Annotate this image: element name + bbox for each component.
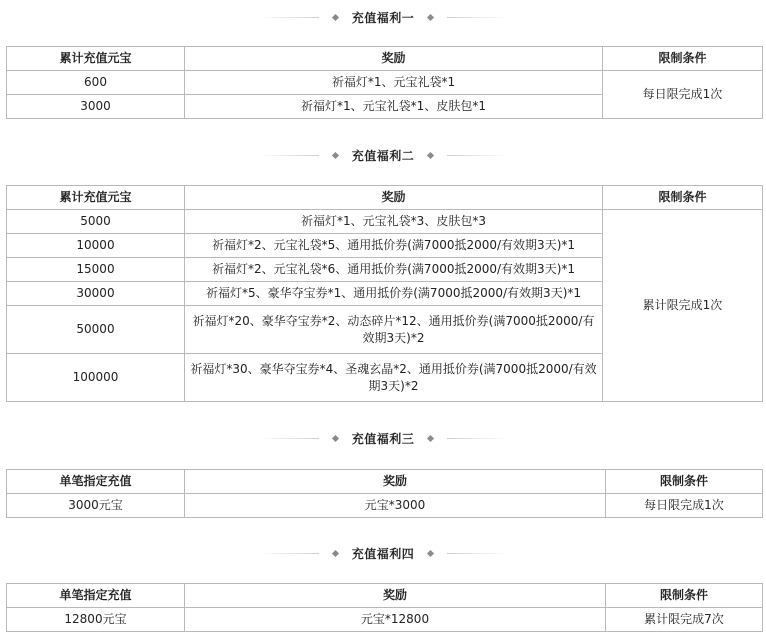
- amount-cell: 3000元宝: [7, 494, 185, 518]
- diamond-icon: [427, 13, 434, 20]
- benefit-table-4: [6, 583, 763, 632]
- column-header: 奖励: [185, 470, 606, 494]
- section-title-3: [0, 428, 766, 448]
- section-heading: 充值福利三: [351, 431, 415, 446]
- reward-cell: 祈福灯*1、元宝礼袋*1: [185, 71, 603, 95]
- limit-cell: 累计限完成7次: [606, 608, 763, 632]
- diamond-icon: [427, 434, 434, 441]
- divider-line: [447, 17, 507, 18]
- column-header: 单笔指定充值: [7, 584, 185, 608]
- section-heading: 充值福利一: [351, 10, 415, 25]
- amount-cell: 10000: [7, 234, 185, 258]
- diamond-icon: [427, 549, 434, 556]
- reward-cell: 祈福灯*2、元宝礼袋*6、通用抵价券(满7000抵2000/有效期3天)*1: [185, 258, 603, 282]
- amount-cell: 600: [7, 71, 185, 95]
- divider-line: [447, 155, 507, 156]
- amount-cell: 30000: [7, 282, 185, 306]
- limit-cell: 累计限完成1次: [603, 210, 763, 402]
- divider-line: [259, 155, 319, 156]
- limit-cell: 每日限完成1次: [606, 494, 763, 518]
- column-header: 单笔指定充值: [7, 470, 185, 494]
- column-header: 累计充值元宝: [7, 186, 185, 210]
- column-header: 奖励: [185, 584, 606, 608]
- divider-line: [259, 438, 319, 439]
- table-row: [7, 210, 763, 234]
- benefit-table-1: [6, 46, 763, 119]
- column-header: 限制条件: [603, 186, 763, 210]
- column-header: 奖励: [185, 47, 603, 71]
- amount-cell: 100000: [7, 354, 185, 402]
- amount-cell: 50000: [7, 306, 185, 354]
- diamond-icon: [332, 151, 339, 158]
- table-header-row: [7, 47, 763, 71]
- column-header: 限制条件: [603, 47, 763, 71]
- column-header: 限制条件: [606, 470, 763, 494]
- divider-line: [259, 17, 319, 18]
- section-title-2: [0, 145, 766, 165]
- column-header: 累计充值元宝: [7, 47, 185, 71]
- column-header: 限制条件: [606, 584, 763, 608]
- table-header-row: [7, 584, 763, 608]
- limit-cell: 每日限完成1次: [603, 71, 763, 119]
- table-row: [7, 71, 763, 95]
- table-header-row: [7, 186, 763, 210]
- divider-line: [259, 553, 319, 554]
- amount-cell: 5000: [7, 210, 185, 234]
- section-title-4: [0, 543, 766, 563]
- divider-line: [447, 438, 507, 439]
- amount-cell: 12800元宝: [7, 608, 185, 632]
- reward-cell: 祈福灯*20、豪华夺宝券*2、动态碎片*12、通用抵价券(满7000抵2000/有效期3天)*2: [185, 306, 603, 354]
- column-header: 奖励: [185, 186, 603, 210]
- diamond-icon: [427, 151, 434, 158]
- reward-cell: 祈福灯*30、豪华夺宝券*4、圣魂玄晶*2、通用抵价券(满7000抵2000/有效期3天)*2: [185, 354, 603, 402]
- section-title-1: [0, 7, 766, 27]
- section-heading: 充值福利二: [351, 148, 415, 163]
- amount-cell: 3000: [7, 95, 185, 119]
- reward-cell: 祈福灯*2、元宝礼袋*5、通用抵价券(满7000抵2000/有效期3天)*1: [185, 234, 603, 258]
- diamond-icon: [332, 13, 339, 20]
- amount-cell: 15000: [7, 258, 185, 282]
- reward-cell: 祈福灯*5、豪华夺宝券*1、通用抵价券(满7000抵2000/有效期3天)*1: [185, 282, 603, 306]
- table-header-row: [7, 470, 763, 494]
- benefit-table-2: [6, 185, 763, 402]
- table-row: [7, 608, 763, 632]
- reward-cell: 祈福灯*1、元宝礼袋*1、皮肤包*1: [185, 95, 603, 119]
- benefit-table-3: [6, 469, 763, 518]
- reward-cell: 元宝*12800: [185, 608, 606, 632]
- diamond-icon: [332, 549, 339, 556]
- diamond-icon: [332, 434, 339, 441]
- table-row: [7, 494, 763, 518]
- divider-line: [447, 553, 507, 554]
- reward-cell: 元宝*3000: [185, 494, 606, 518]
- reward-cell: 祈福灯*1、元宝礼袋*3、皮肤包*3: [185, 210, 603, 234]
- section-heading: 充值福利四: [351, 546, 415, 561]
